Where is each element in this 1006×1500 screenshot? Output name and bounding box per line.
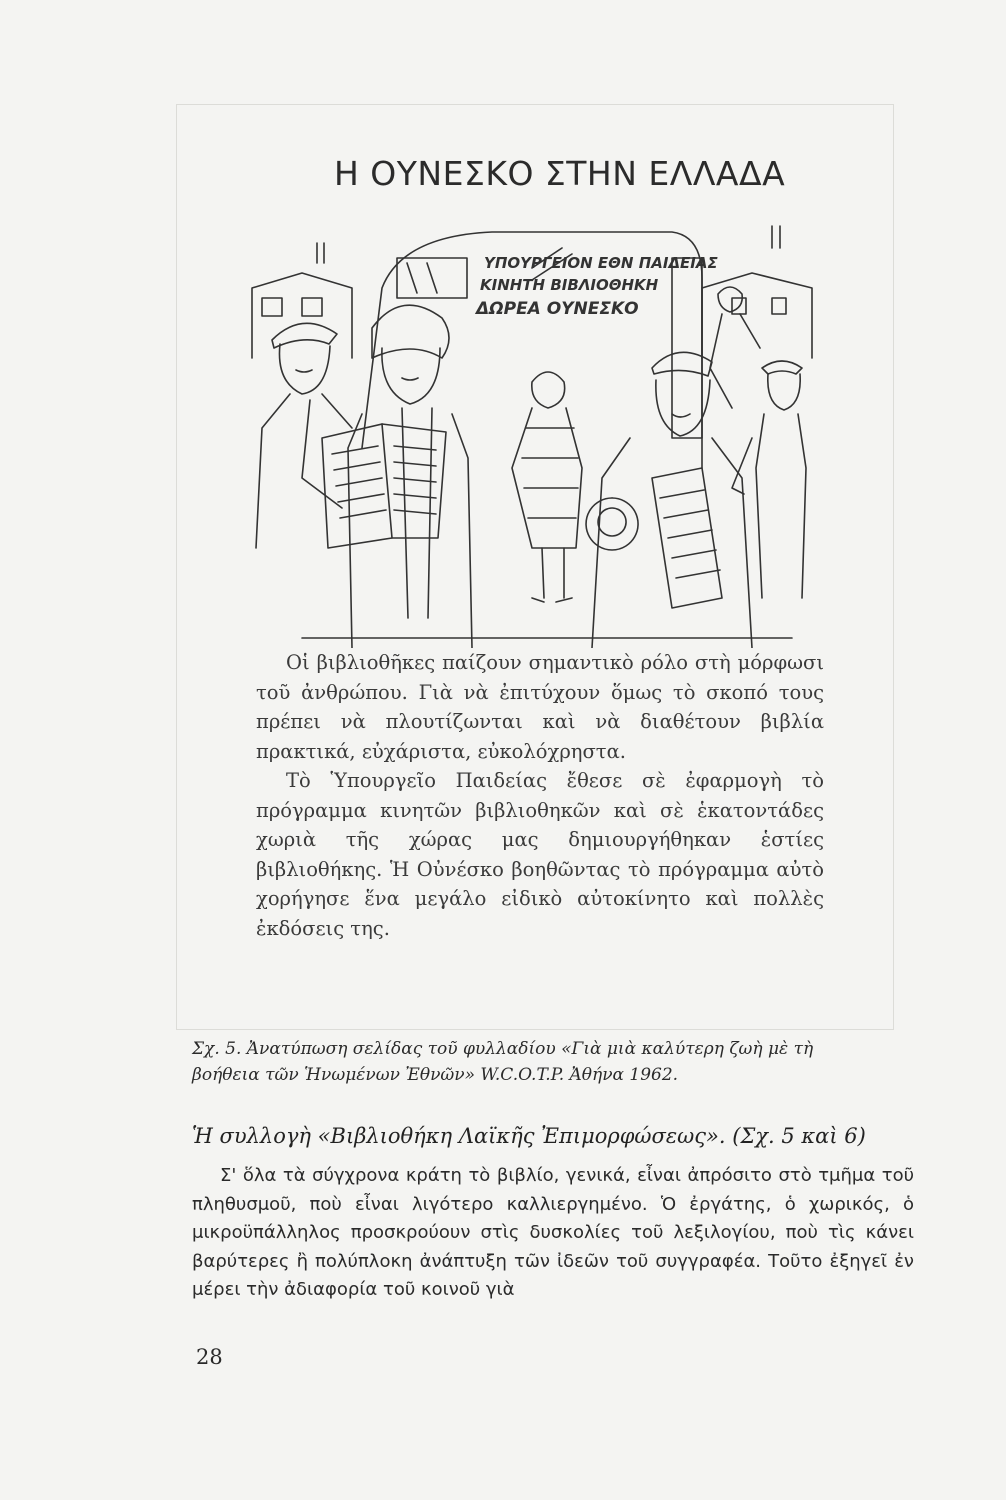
girl-at-van (512, 372, 582, 602)
page-number: 28 (196, 1345, 223, 1369)
caption-line-1: Σχ. 5. Ἀνατύπωση σελίδας τοῦ φυλλαδίου «Γιὰ μιὰ καλύτερη ζωὴ μὲ τὴ (192, 1039, 814, 1059)
reproduction-title: Η ΟΥΝΕΣΚΟ ΣΤΗΝ ΕΛΛΑΔΑ (334, 154, 786, 193)
curly-haired-reader (348, 305, 472, 648)
reproduction-text (256, 648, 824, 943)
body-text (192, 1162, 914, 1305)
body-paragraph: Σ' ὅλα τὰ σύγχρονα κράτη τὸ βιβλίο, γενικά, εἶναι ἀπρόσιτο στὸ τμῆμα τοῦ πληθυσμοῦ, ποὺ εἶναι λιγότερο καλλιεργημένο. Ὁ ἐργάτης, ὁ χωρικός, ὁ μικροϋπάλληλος προσκρούουν στὶς δυσκολίες τοῦ λεξιλογίου, ποὺ τὶς κάνει βαρύτερες ἢ πολύπλοκη ἀνάπτυξη τῶν ἰδεῶν τοῦ συγγραφέα. Τοῦτο ἐξηγεῖ ἐν μέρει τὴν ἀδιαφορία τοῦ κοινοῦ γιὰ (192, 1165, 914, 1300)
reproduction-paragraph-1: Οἱ βιβλιοθῆκες παίζουν σημαντικὸ ρόλο στὴ μόρφωσι τοῦ ἀνθρώπου. Γιὰ νὰ ἐπιτύχουν ὅμως τὸ σκοπό τους πρέπει νὰ πλουτίζωνται καὶ νὰ διαθέτουν βιβλία πρακτικά, εὐχάριστα, εὐκολόχρηστα. (256, 651, 824, 763)
caption-line-2: βοήθεια τῶν Ἡνωμένων Ἐθνῶν» W.C.O.T.P. Ἀθήνα 1962. (192, 1065, 679, 1085)
van-sign-line1: ΥΠΟΥΡΓΕΙΟΝ ΕΘΝ ΠΑΙΔΕΙΑΣ (484, 254, 718, 272)
reproduced-page (192, 118, 872, 1018)
van-sign-line2: ΚΙΝΗΤΗ ΒΙΒΛΙΟΘΗΚΗ (480, 276, 659, 294)
reproduction-paragraph-2: Τὸ Ὑπουργεῖο Παιδείας ἔθεσε σὲ ἐφαρμογὴ τὸ πρόγραμμα κινητῶν βιβλιοθηκῶν καὶ σὲ ἑκατοντάδες χωριὰ τῆς χώρας μας δημιουργήθηκαν ἑστίες βιβλιοθήκης. Ἡ Οὐνέσκο βοηθῶντας τὸ πρόγραμμα αὐτὸ χορήγησε ἕνα μεγάλο εἰδικὸ αὐτοκίνητο καὶ πολλὲς ἐκδόσεις της. (256, 769, 824, 940)
man-on-ladder (710, 287, 760, 408)
newspaper-left (322, 424, 446, 548)
man-with-hat (732, 361, 806, 598)
section-heading: Ἡ συλλογὴ «Βιβλιοθήκη Λαϊκῆς Ἐπιμορφώσεως». (Σχ. 5 καὶ 6) (192, 1124, 866, 1148)
mobile-library-illustration (232, 218, 832, 648)
van-sign-line3: ΔΩΡΕΑ ΟΥΝΕΣΚΟ (476, 299, 639, 319)
man-with-cap (256, 323, 352, 548)
figure-caption (192, 1036, 912, 1088)
